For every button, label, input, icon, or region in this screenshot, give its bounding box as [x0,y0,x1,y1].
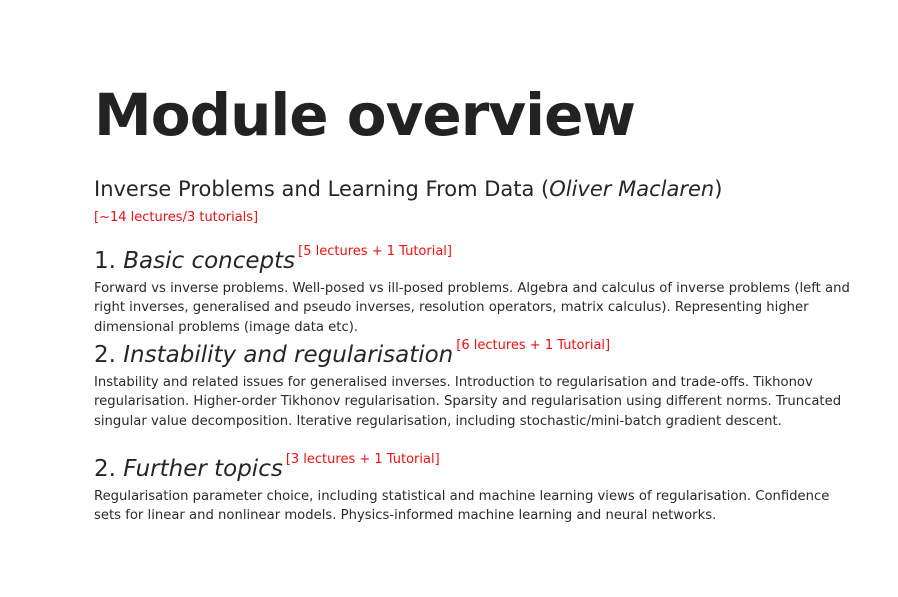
section-name: Further topics [123,456,283,482]
section-lecture-tag: [3 lectures + 1 Tutorial] [285,452,440,467]
section-basic-concepts [94,244,854,337]
section-description: Instability and related issues for generalised inverses. Introduction to regularisation and trade-offs. Tikhonov regularisation. Higher-order Tikhonov regularisation. Sparsity and regularisation using different norms. Truncated singular value decomposition. Iterative regularisation, including stochastic/mini-batch gradient descent. [94,374,842,429]
section-lecture-tag: [5 lectures + 1 Tutorial] [298,244,452,259]
section-description: Regularisation parameter choice, including statistical and machine learning views of regularisation. Confidence sets for linear and nonlinear models. Physics-informed machine learning and neural networks. [94,488,830,524]
section-name: Basic concepts [123,248,296,274]
section-further-topics [94,452,854,526]
section-heading [94,452,854,484]
section-name: Instability and regularisation [123,342,454,368]
section-instability-regularisation [94,338,854,431]
section-heading [94,338,854,370]
lecture-count-note: [~14 lectures/3 tutorials] [94,210,259,225]
section-number: 2. [94,456,124,482]
section-description: Forward vs inverse problems. Well-posed vs ill-posed problems. Algebra and calculus of inverse problems (left and right inverses, generalised and pseudo inverses, resolution operators, matrix calculus). Representing higher dimensional problems (image data etc). [94,280,850,335]
section-number: 1. [94,248,124,274]
section-number: 2. [94,342,124,368]
course-name: Inverse Problems and Learning From Data ( [94,177,550,201]
subtitle-close: ) [714,177,723,201]
module-subtitle [94,177,722,202]
author-name: Oliver Maclaren [549,177,715,201]
section-lecture-tag: [6 lectures + 1 Tutorial] [456,338,611,353]
section-heading [94,244,854,276]
page-title: Module overview [94,81,635,149]
